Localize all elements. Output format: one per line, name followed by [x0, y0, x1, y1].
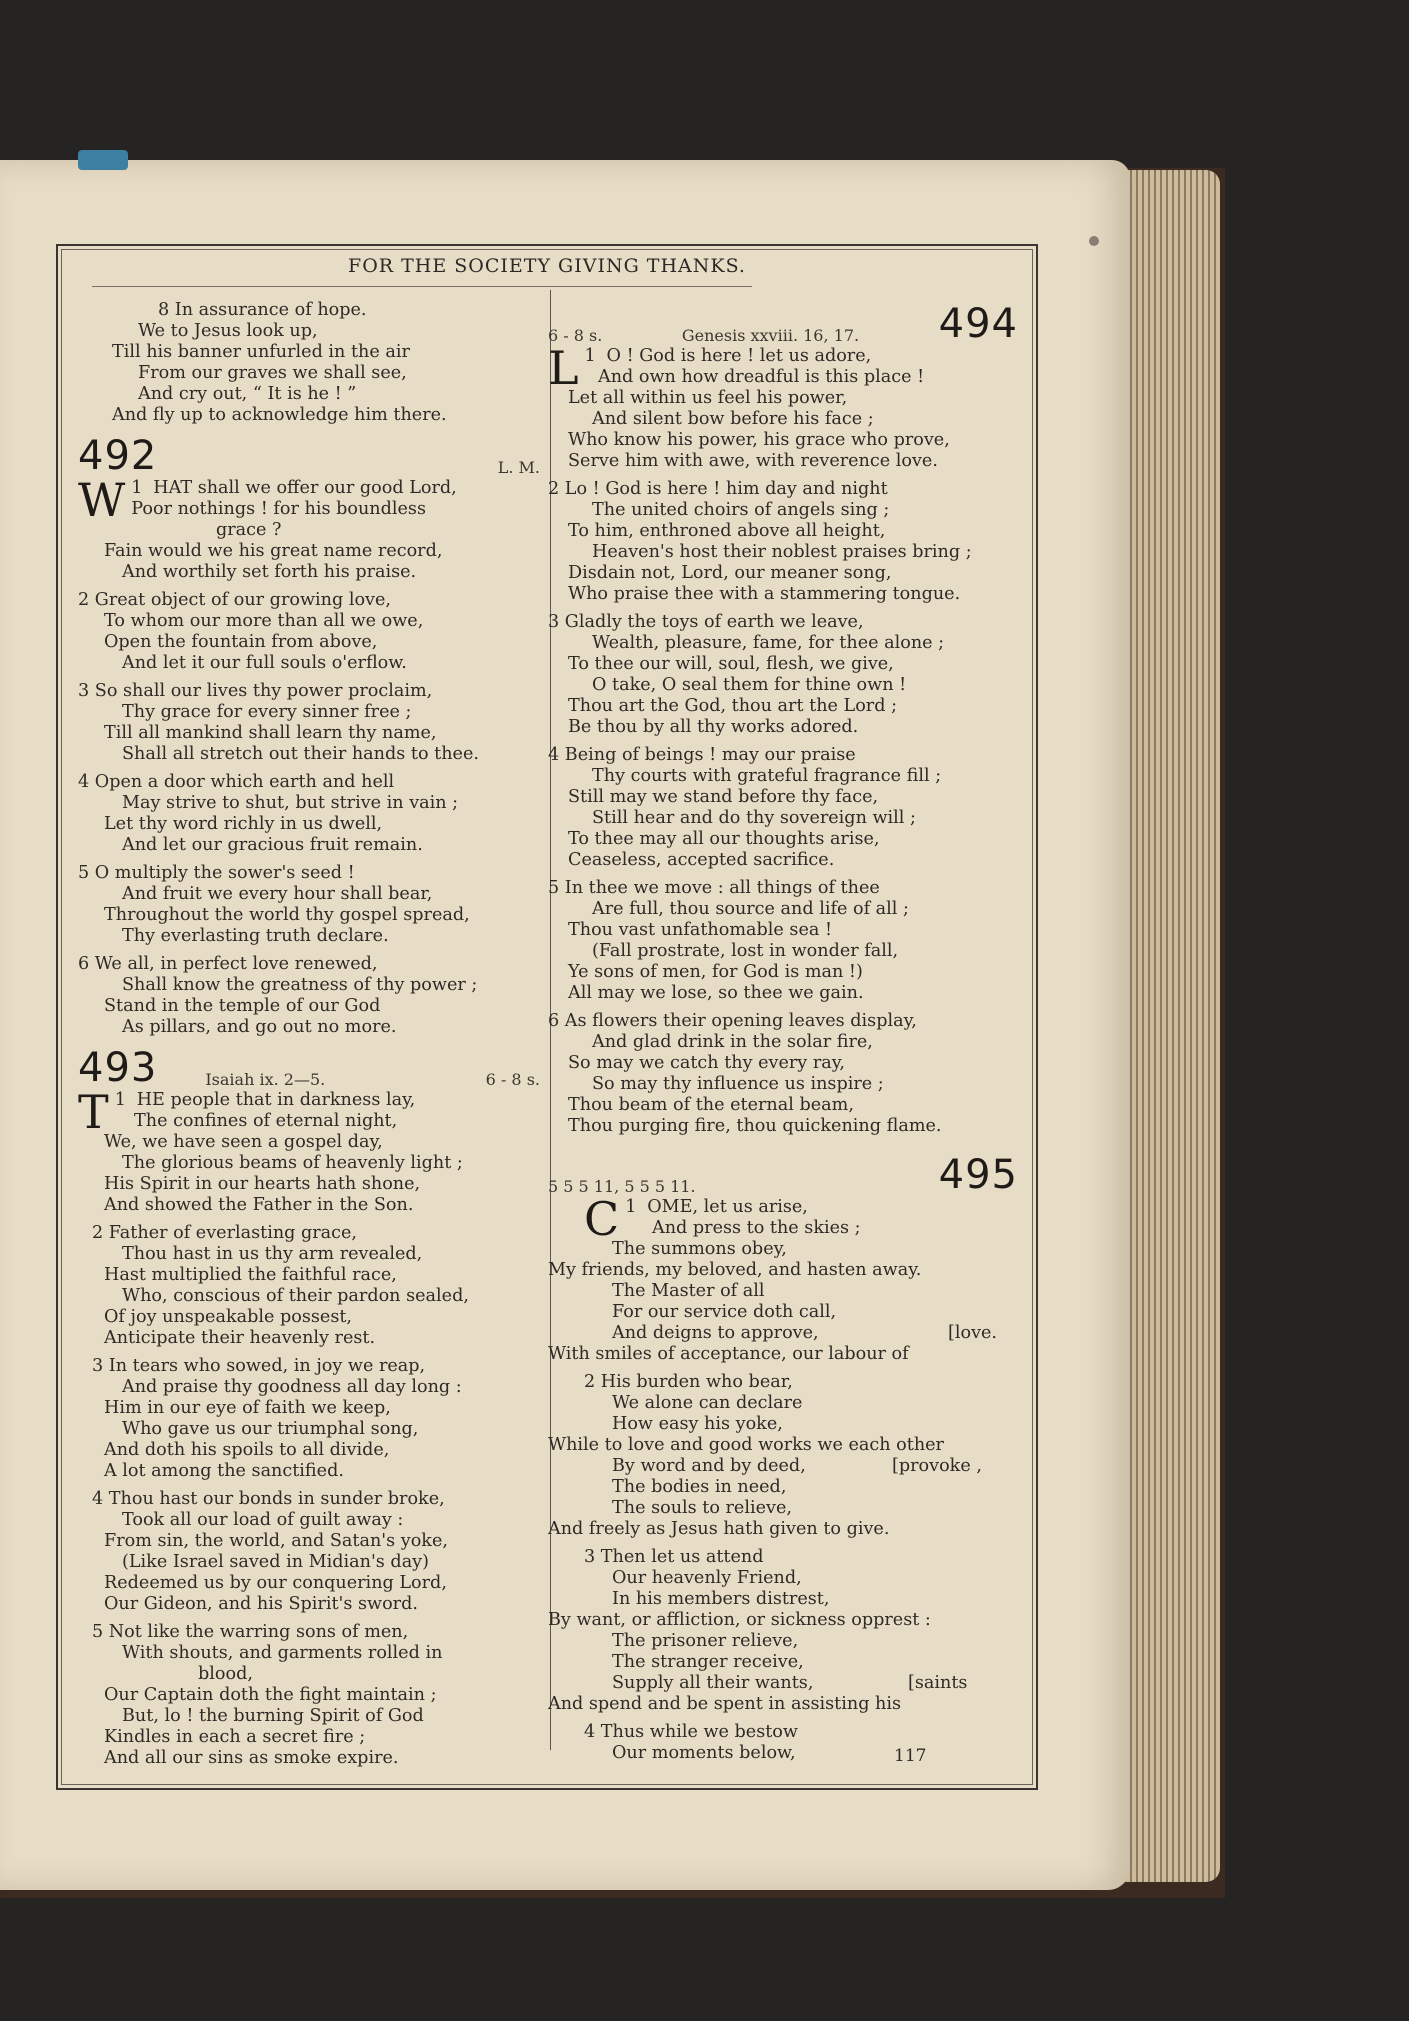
hymn-493-verse-5 [78, 1622, 540, 1769]
verse-line: Throughout the world thy gospel spread, [104, 905, 470, 925]
hymn-492-verse-5 [78, 863, 540, 947]
verse-line: Our Gideon, and his Spirit's sword. [104, 1594, 418, 1614]
turnover: [provoke , [892, 1456, 982, 1476]
verse-line: And press to the skies ; [652, 1218, 861, 1238]
verse-line: Let thy word richly in us dwell, [104, 814, 383, 834]
verse-line: And cry out, “ It is he ! ” [138, 384, 357, 404]
verse-line: And fruit we every hour shall bear, [122, 884, 433, 904]
verse-line: Still may we stand before thy face, [568, 787, 879, 807]
hymn-495-verse-1 [548, 1192, 1018, 1365]
drop-cap: C [584, 1192, 620, 1246]
verse-line: From our graves we shall see, [138, 363, 407, 383]
verse-line: 3 In tears who sowed, in joy we reap, [92, 1356, 426, 1376]
verse-line: The stranger receive, [612, 1652, 804, 1672]
drop-cap: T [78, 1085, 109, 1139]
verse-line: Heaven's host their noblest praises bring ; [592, 542, 972, 562]
verse-line: 2 His burden who bear, [584, 1372, 793, 1392]
verse-line: While to love and good works we each other [548, 1435, 944, 1455]
hymn-492-verse-1 [78, 473, 540, 583]
verse-line: 5 In thee we move : all things of thee [548, 878, 880, 898]
hymn-495-verse-3 [548, 1547, 1018, 1715]
verse-line: (Fall prostrate, lost in wonder fall, [592, 941, 899, 961]
hymn-492-verse-6 [78, 954, 540, 1038]
verse-line: Wealth, pleasure, fame, for thee alone ; [592, 633, 945, 653]
verse-line: Ceaseless, accepted sacrifice. [568, 850, 835, 870]
verse-line: Supply all their wants, [612, 1673, 814, 1693]
verse-line: In his members distrest, [612, 1589, 830, 1609]
hymn-493-header [78, 1046, 540, 1090]
hymn-number: 495 [938, 1152, 1018, 1198]
page-spot [1089, 236, 1099, 246]
verse-line: blood, [198, 1664, 253, 1684]
verse-line: Kindles in each a secret fire ; [104, 1727, 366, 1747]
verse-line: But, lo ! the burning Spirit of God [122, 1706, 424, 1726]
verse-line: Shall all stretch out their hands to thee. [122, 744, 479, 764]
hymn-scripture: Genesis xxviii. 16, 17. [681, 326, 860, 345]
verse-line: How easy his yoke, [612, 1414, 783, 1434]
verse-line: By word and by deed, [612, 1456, 806, 1476]
verse-line: Are full, thou source and life of all ; [592, 899, 909, 919]
verse-line: The confines of eternal night, [134, 1111, 398, 1131]
verse-line: A lot among the sanctified. [104, 1461, 344, 1481]
verse-line: Redeemed us by our conquering Lord, [104, 1573, 447, 1593]
hymn-492-header [78, 434, 540, 478]
verse-line: Thou hast in us thy arm revealed, [122, 1244, 423, 1264]
verse-line: The summons obey, [612, 1239, 787, 1259]
verse-number: 1 [114, 1090, 126, 1110]
verse-line: Thy courts with grateful fragrance fill ; [592, 766, 942, 786]
verse-line: O ! God is here ! let us adore, [606, 346, 872, 366]
verse-line: And silent bow before his face ; [592, 409, 874, 429]
verse-line: Who know his power, his grace who prove, [568, 430, 950, 450]
hymn-meter: L. M. [497, 458, 540, 477]
hymn-494-verse-5 [548, 878, 1018, 1004]
verse-line: For our service doth call, [612, 1302, 837, 1322]
verse-line: 3 Then let us attend [584, 1547, 764, 1567]
verse-line: 6 We all, in perfect love renewed, [78, 954, 378, 974]
verse-line: The bodies in need, [612, 1477, 787, 1497]
hymn-493-verse-2 [78, 1223, 540, 1349]
verse-line: 5 Not like the warring sons of men, [92, 1622, 409, 1642]
continued-verse [78, 300, 540, 426]
hymn-494-verse-6 [548, 1011, 1018, 1137]
verse-line: As pillars, and go out no more. [122, 1017, 397, 1037]
hymn-495-header [548, 1153, 1018, 1197]
hymn-meter: 6 - 8 s. [548, 326, 603, 345]
verse-line: And fly up to acknowledge him there. [112, 405, 447, 425]
verse-line: To thee may all our thoughts arise, [568, 829, 880, 849]
verse-line: Thou vast unfathomable sea ! [568, 920, 833, 940]
hymn-494-verse-1 [548, 341, 1018, 472]
running-header: FOR THE SOCIETY GIVING THANKS. [348, 255, 746, 277]
verse-line: 2 Lo ! God is here ! him day and night [548, 479, 888, 499]
verse-line: Disdain not, Lord, our meaner song, [568, 563, 892, 583]
verse-line: Be thou by all thy works adored. [568, 717, 859, 737]
verse-line: The souls to relieve, [612, 1498, 792, 1518]
verse-line: 4 Open a door which earth and hell [78, 772, 395, 792]
verse-line: With smiles of acceptance, our labour of [548, 1344, 909, 1364]
hymn-scripture: Isaiah ix. 2—5. [205, 1070, 326, 1089]
hymn-494-verse-2 [548, 479, 1018, 605]
turnover: [saints [908, 1673, 968, 1693]
verse-line: grace ? [216, 520, 282, 540]
verse-line: 4 Being of beings ! may our praise [548, 745, 856, 765]
verse-line: Who, conscious of their pardon sealed, [122, 1286, 469, 1306]
verse-line: All may we lose, so thee we gain. [568, 983, 864, 1003]
verse-line: My friends, my beloved, and hasten away. [548, 1260, 922, 1280]
hymn-494-verse-4 [548, 745, 1018, 871]
verse-line: May strive to shut, but strive in vain ; [122, 793, 459, 813]
verse-line: Our moments below, [612, 1743, 796, 1763]
drop-cap: L [548, 341, 579, 395]
turnover: [love. [948, 1323, 998, 1343]
verse-line: So may we catch thy every ray, [568, 1053, 845, 1073]
verse-line: Our heavenly Friend, [612, 1568, 802, 1588]
header-rule [92, 286, 752, 287]
verse-line: 6 As flowers their opening leaves display, [548, 1011, 917, 1031]
verse-line: Shall know the greatness of thy power ; [122, 975, 478, 995]
verse-line: And own how dreadful is this place ! [598, 367, 925, 387]
verse-line: We alone can declare [612, 1393, 803, 1413]
verse-line: Thy everlasting truth declare. [122, 926, 389, 946]
verse-line: Let all within us feel his power, [568, 388, 848, 408]
hymn-number: 494 [938, 301, 1018, 347]
verse-number: 1 [131, 478, 143, 498]
verse-line: The prisoner relieve, [612, 1631, 799, 1651]
verse-line: And doth his spoils to all divide, [104, 1440, 390, 1460]
verse-line: Still hear and do thy sovereign will ; [592, 808, 916, 828]
hymn-492-verse-2 [78, 590, 540, 674]
verse-line: Who praise thee with a stammering tongue. [568, 584, 961, 604]
verse-line: Took all our load of guilt away : [122, 1510, 404, 1530]
verse-line: And let our gracious fruit remain. [122, 835, 423, 855]
hymn-495-verse-2 [548, 1372, 1018, 1540]
verse-line: 3 Gladly the toys of earth we leave, [548, 612, 864, 632]
verse-line: Who gave us our triumphal song, [122, 1419, 419, 1439]
verse-line: Him in our eye of faith we keep, [104, 1398, 391, 1418]
left-column [78, 300, 540, 1769]
verse-line: Open the fountain from above, [104, 632, 378, 652]
verse-line: And showed the Father in the Son. [104, 1195, 414, 1215]
hymn-number: 493 [78, 1045, 158, 1091]
verse-line: Serve him with awe, with reverence love. [568, 451, 938, 471]
verse-line: 4 Thus while we bestow [584, 1722, 798, 1742]
verse-number: 1 [584, 346, 596, 366]
verse-line: Till all mankind shall learn thy name, [104, 723, 437, 743]
verse-line: HE people that in darkness lay, [136, 1090, 416, 1110]
verse-line: The glorious beams of heavenly light ; [122, 1153, 463, 1173]
verse-line: OME, let us arise, [647, 1197, 808, 1217]
verse-line: 5 O multiply the sower's seed ! [78, 863, 355, 883]
hymn-meter: 5 5 5 11, 5 5 5 11. [548, 1177, 696, 1196]
verse-line: Stand in the temple of our God [104, 996, 381, 1016]
verse-line: Of joy unspeakable possest, [104, 1307, 353, 1327]
hymn-493-verse-3 [78, 1356, 540, 1482]
verse-line: 4 Thou hast our bonds in sunder broke, [92, 1489, 445, 1509]
verse-line: 3 So shall our lives thy power proclaim, [78, 681, 433, 701]
verse-line: Poor nothings ! for his boundless [131, 499, 426, 519]
verse-line: To him, enthroned above all height, [568, 521, 886, 541]
verse-line: And spend and be spent in assisting his [548, 1694, 902, 1714]
hymn-493-verse-4 [78, 1489, 540, 1615]
verse-line: Anticipate their heavenly rest. [104, 1328, 376, 1348]
hymn-494-header [548, 302, 1018, 346]
verse-line: We to Jesus look up, [138, 321, 318, 341]
verse-line: Till his banner unfurled in the air [112, 342, 410, 362]
verse-line: So may thy influence us inspire ; [592, 1074, 884, 1094]
verse-line: To thee our will, soul, flesh, we give, [568, 654, 894, 674]
verse-line: The Master of all [612, 1281, 765, 1301]
verse-line: We, we have seen a gospel day, [104, 1132, 383, 1152]
verse-line: (Like Israel saved in Midian's day) [122, 1552, 429, 1572]
verse-line: Thou beam of the eternal beam, [568, 1095, 854, 1115]
hymn-492-verse-4 [78, 772, 540, 856]
hymn-495-verse-4 [548, 1722, 1018, 1764]
verse-line: From sin, the world, and Satan's yoke, [104, 1531, 448, 1551]
hymn-meter: 6 - 8 s. [485, 1070, 540, 1089]
hymn-493-verse-1 [78, 1085, 540, 1216]
right-column [548, 300, 1018, 1764]
verse-line: Our Captain doth the fight maintain ; [104, 1685, 437, 1705]
hymn-494-verse-3 [548, 612, 1018, 738]
verse-line: And praise thy goodness all day long : [122, 1377, 462, 1397]
verse-line: 8 In assurance of hope. [158, 300, 367, 320]
page-number: 117 [894, 1746, 927, 1766]
verse-line: And glad drink in the solar fire, [592, 1032, 873, 1052]
verse-line: And let it our full souls o'erflow. [122, 653, 407, 673]
verse-line: Thou art the God, thou art the Lord ; [568, 696, 897, 716]
verse-line: Hast multiplied the faithful race, [104, 1265, 397, 1285]
hymn-492-verse-3 [78, 681, 540, 765]
verse-line: Thou purging fire, thou quickening flame. [568, 1116, 942, 1136]
verse-line: And worthily set forth his praise. [122, 562, 417, 582]
verse-line: 2 Father of everlasting grace, [92, 1223, 358, 1243]
verse-line: And all our sins as smoke expire. [104, 1748, 399, 1768]
verse-number: 1 [625, 1197, 637, 1217]
verse-line: And freely as Jesus hath given to give. [548, 1519, 890, 1539]
verse-line: With shouts, and garments rolled in [122, 1643, 443, 1663]
verse-line: The united choirs of angels sing ; [592, 500, 890, 520]
verse-line: By want, or affliction, or sickness opprest : [548, 1610, 931, 1630]
verse-line: 2 Great object of our growing love, [78, 590, 391, 610]
bookmark-ribbon [78, 150, 128, 170]
verse-line: To whom our more than all we owe, [104, 611, 424, 631]
verse-line: Thy grace for every sinner free ; [122, 702, 412, 722]
verse-line: His Spirit in our hearts hath shone, [104, 1174, 421, 1194]
verse-line: O take, O seal them for thine own ! [592, 675, 907, 695]
hymn-number: 492 [78, 433, 158, 479]
verse-line: Fain would we his great name record, [104, 541, 443, 561]
verse-line: HAT shall we offer our good Lord, [153, 478, 457, 498]
verse-line: And deigns to approve, [612, 1323, 819, 1343]
drop-cap: W [78, 473, 126, 527]
verse-line: Ye sons of men, for God is man !) [568, 962, 863, 982]
